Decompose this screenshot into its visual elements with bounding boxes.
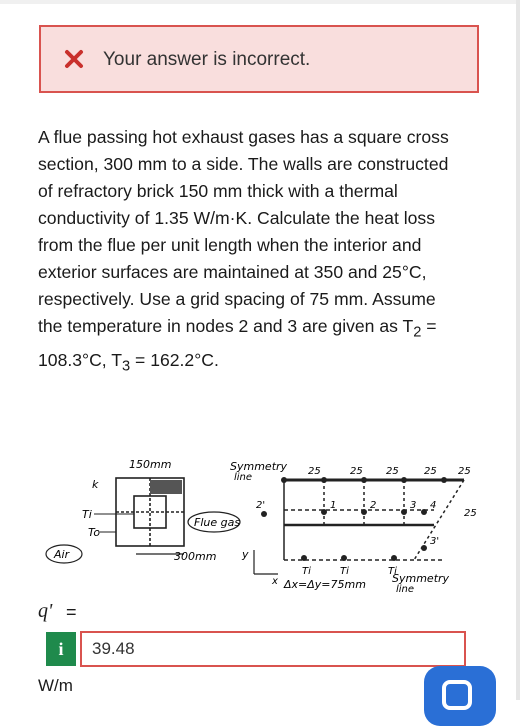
grid-node-3 <box>401 509 407 515</box>
problem-line-suffix: = 162.2°C. <box>130 349 219 370</box>
subscript: 3 <box>121 358 131 375</box>
subscript: 2 <box>413 324 422 341</box>
dim-label: 25 <box>308 466 321 477</box>
dim-label: 25 <box>458 466 471 477</box>
help-chat-button[interactable] <box>424 666 496 726</box>
flue-cross-section <box>116 478 184 546</box>
heat-loss-label: q' <box>38 600 53 622</box>
grid-node <box>281 477 287 483</box>
label-air: Air <box>54 548 70 561</box>
problem-line: respectively. Use a grid spacing of 75 mm. Assume <box>38 289 436 309</box>
label-ti-grid: Ti <box>340 566 349 577</box>
problem-line-text: 108.3°C, T <box>38 349 122 370</box>
grid-node <box>391 555 397 561</box>
incorrect-answer-alert <box>39 25 479 93</box>
flue-diagram <box>34 450 504 605</box>
axis-label-x: x <box>272 576 278 587</box>
label-ti-grid: Ti <box>302 566 311 577</box>
grid-node <box>341 555 347 561</box>
alert-message: Your answer is incorrect. <box>103 49 311 70</box>
problem-line: A flue passing hot exhaust gases has a square cross <box>38 127 449 147</box>
label-flue-gas: Flue gas <box>194 516 241 529</box>
axis-label-y: y <box>242 548 249 561</box>
node-label: 4 <box>430 500 437 511</box>
node-label: 1 <box>330 500 337 511</box>
top-divider <box>0 0 520 4</box>
label-k: k <box>92 478 99 491</box>
chat-icon <box>442 680 472 710</box>
problem-line <box>38 347 488 381</box>
problem-line-text: the temperature in nodes 2 and 3 are given as T <box>38 316 414 336</box>
node-grid <box>284 480 464 560</box>
problem-line: from the flue per unit length when the interior and <box>38 235 422 255</box>
problem-line: conductivity of 1.35 W/m·K. Calculate the heat loss <box>38 208 436 228</box>
symmetry-label-bottom: Symmetry <box>392 572 450 585</box>
problem-line-suffix: = <box>421 316 437 336</box>
grid-node-3prime <box>421 545 427 551</box>
label-ti: Ti <box>82 508 92 521</box>
problem-statement <box>38 124 488 380</box>
symmetry-label-top-line: line <box>234 472 253 483</box>
dim-300mm: 300mm <box>174 550 217 563</box>
dim-label-right: 25 <box>464 508 477 519</box>
grid-node-1 <box>321 509 327 515</box>
dim-label: 25 <box>386 466 399 477</box>
problem-line <box>38 313 488 347</box>
grid-spacing-label: Δx=Δy=75mm <box>284 578 366 591</box>
grid-node <box>361 477 367 483</box>
grid-node <box>401 477 407 483</box>
unit-label: W/m <box>38 676 73 695</box>
grid-node-4 <box>421 509 427 515</box>
node-label: 3' <box>430 536 440 547</box>
node-label: 2 <box>370 500 377 511</box>
label-to: To <box>88 526 101 539</box>
label-ti-grid: Ti <box>388 566 397 577</box>
symmetry-label-top: Symmetry <box>230 460 288 473</box>
symmetry-label-bottom-line: line <box>396 584 415 595</box>
grid-node-2prime <box>261 511 267 517</box>
dim-label: 25 <box>424 466 437 477</box>
answer-input[interactable] <box>80 631 466 667</box>
equals-sign: = <box>66 602 77 622</box>
grid-node <box>441 477 447 483</box>
node-label: 2' <box>256 500 266 511</box>
close-icon <box>62 47 86 71</box>
problem-line: exterior surfaces are maintained at 350 and 25°C, <box>38 262 427 282</box>
grid-node <box>321 477 327 483</box>
problem-line: of refractory brick 150 mm thick with a thermal <box>38 181 398 201</box>
grid-node-2 <box>361 509 367 515</box>
grid-node <box>301 555 307 561</box>
scrollbar-track[interactable] <box>516 0 520 700</box>
node-label: 3 <box>410 500 417 511</box>
dim-label: 25 <box>350 466 363 477</box>
info-button[interactable]: i <box>46 632 76 666</box>
problem-line: section, 300 mm to a side. The walls are constructed <box>38 154 449 174</box>
dim-150mm: 150mm <box>129 458 172 471</box>
